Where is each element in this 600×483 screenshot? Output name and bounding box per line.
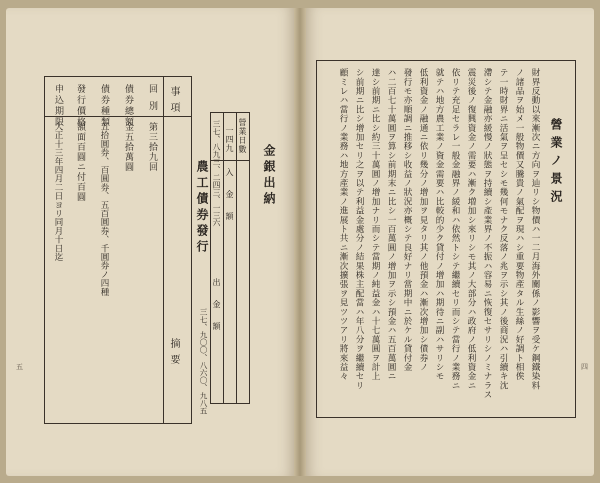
bond-heading2: 摘要 xyxy=(168,338,179,370)
body-column: 震災後ノ復興資金ノ需要ハ漸ク増加シ來リシモ其ノ大部分ハ政府ノ低利資金ニ xyxy=(466,68,476,390)
body-column: シ前期ニ比シ增加セリ之ヲ以テ利益金處分ノ結果株主配當ハ年八分ヲ繼續セリ xyxy=(354,68,364,390)
bond-row-label: 申込期限 xyxy=(53,84,63,128)
page-number-right: 四 xyxy=(581,363,588,371)
cash-days: 一四九 xyxy=(225,126,234,153)
body-column: 顧ミレハ當行ノ業務ハ地方產業ノ進展ト共ニ漸次擴張ヲ見ツツアリ將來益々 xyxy=(338,68,348,381)
bond-row-value: 額面百圓ニ付百圓 xyxy=(75,122,85,202)
bond-heading: 事項 xyxy=(168,86,179,118)
cash-col-header: 入金額 xyxy=(225,168,234,234)
body-column: 發行モ亦順調ニ推移シ收益ノ狀況亦概シテ良好ナリ當期中ニ於ケル貸付金 xyxy=(402,68,412,372)
cash-col-header: 營業日數 xyxy=(238,118,247,154)
body-column: 達シ前期ニ比シ約三十萬圓ノ增加ナリ而シテ當期ノ純益金ハ十七萬圓ヲ計上 xyxy=(370,68,380,381)
cash-income: 三七、八九三、二四三、一三六 xyxy=(212,120,221,227)
cash-col-header: 出金額 xyxy=(212,278,221,344)
bond-table xyxy=(44,76,192,424)
body-column: 低利資金ノ融通ニ依リ幾分ノ增加ヲ見タリ其ノ他預金ハ漸次增加シ債券ノ xyxy=(418,68,428,372)
right-page xyxy=(306,8,594,476)
body-column: 滯シテ金融亦緩慢ノ狀態ヲ持續シ產業界ノ不振ハ容易ニ恢復セサリシノミナラス xyxy=(482,68,492,400)
cash-title: 金銀出納 xyxy=(262,144,276,208)
body-column: テ一時財界ニ活氣ヲ呈セシモ幾何モナク反落ノ兆ヲ示シ其ノ後商況ハ引續キ沈 xyxy=(498,68,508,390)
body-column: 依リテ充足セラレ一般金融界ノ緩和ハ依然トシテ繼續セリ而シテ當行ノ業務ニ xyxy=(450,68,460,390)
body-column: ノ諸品ヲ始メ一般物價又騰貴ノ氣配ヲ現ハシ重要物產タル生絲ノ好調ト相俟 xyxy=(514,68,524,381)
bond-row-label: 發行價格 xyxy=(75,84,85,128)
bond-row-label: 債券總額 xyxy=(123,84,133,128)
left-page xyxy=(6,8,294,476)
bond-row-value: 五拾圓券、百圓券、五百圓券、千圓券ノ四種 xyxy=(99,122,109,296)
right-title: 營業ノ景況 xyxy=(549,118,563,208)
book-gutter xyxy=(294,8,306,476)
bond-row-label: 回別 xyxy=(147,84,157,118)
bond-row-value: 大正十三年四月二日ヨリ同月十日迄 xyxy=(53,122,63,262)
page-number-left: 五 xyxy=(16,363,23,371)
body-column: 財界反動以來漸次ニ方向ヲ辿リシ物價ハ一二月海外關係ノ影響ヲ受ケ鋼鐵染料 xyxy=(530,68,540,390)
body-column: 就テハ地方農工業ノ資金需要ハ比較的少ク貸付ノ增加ハ期待ニ副ハサリシモ xyxy=(434,68,444,381)
bond-row-value: 金五拾萬圓 xyxy=(123,122,133,172)
body-column: ハ二百七十萬圓ヲ算シ前期末ニ比シ一百萬圓ノ增加ヲ示シ預金ハ五百萬圓ニ xyxy=(386,68,396,381)
bond-row-value: 第三拾九回 xyxy=(147,122,157,172)
bond-title: 農工債券發行 xyxy=(195,160,209,256)
bond-row-label: 債券種類 xyxy=(99,84,109,128)
cash-expense: 三七、九〇〇、八六〇、九八五 xyxy=(199,308,208,415)
